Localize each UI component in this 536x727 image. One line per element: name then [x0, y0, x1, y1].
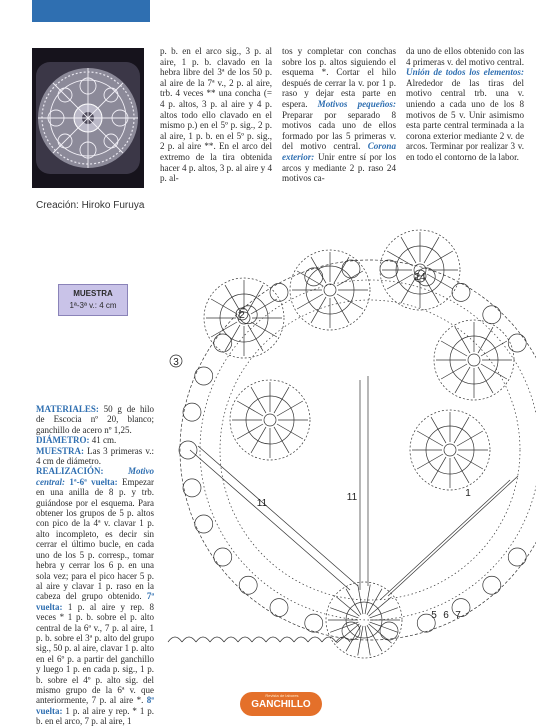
- round-label: 5: [431, 610, 437, 621]
- flower-spoke: [248, 285, 263, 311]
- scallop: [179, 441, 197, 459]
- diametro-text: 41 cm.: [91, 435, 117, 446]
- flower-spoke: [454, 457, 469, 483]
- flower-spoke: [427, 251, 453, 266]
- muestra-text: Las 3 primeras v.: 4 cm de diámetro.: [36, 445, 155, 467]
- bottom-scallop: [182, 637, 196, 642]
- center-flower-spoke: [370, 608, 398, 618]
- muestra-value: 1ª-3ª v.: 4 cm: [69, 301, 117, 310]
- materiales-text: 50 g de hilo de Escocia nº 20, blanco; ganchillo de acero nº 1,25.: [36, 404, 155, 435]
- muestra-title: MUESTRA: [73, 289, 113, 298]
- round-label: 11: [256, 498, 268, 509]
- flower-spoke: [424, 277, 439, 303]
- label-union: Unión de todos los elementos:: [406, 67, 524, 78]
- round-label: 6: [443, 610, 449, 621]
- flower-spoke: [457, 454, 483, 469]
- crochet-chart: [150, 200, 536, 680]
- scallop: [183, 403, 201, 421]
- center-flower-spoke: [330, 608, 358, 618]
- column2-text-a: tos y completar con conchas sobre los p. altos siguiendo el esquema *. Cortar el hilo después de cerrar la v. por 1 p. raso y dejar esta parte en espera.: [282, 46, 396, 109]
- scallop: [195, 515, 213, 533]
- scallop: [452, 283, 470, 301]
- flower-spoke: [251, 322, 277, 337]
- flower-spoke: [225, 285, 240, 311]
- bottom-scallop: [168, 637, 182, 642]
- flower-spoke: [211, 322, 237, 337]
- label-corona-exterior: Corona exterior:: [282, 141, 396, 162]
- bottom-scallop: [210, 637, 224, 642]
- scallop: [270, 599, 288, 617]
- round-label: 24: [414, 272, 426, 283]
- center-flower-spoke: [365, 626, 370, 656]
- flower-spoke: [274, 387, 289, 413]
- center-flower-spoke: [358, 585, 363, 615]
- label-vuelta-7: 7ª vuelta:: [36, 591, 155, 612]
- column3-text-b: Alrededor de las tiras del motivo central trb. una v. uniendo a cada uno de los 8 motivos de 5 v. Unir asimismo esta parte central terminada a la corona exterior mediante 2 v. de arcos. Terminar por realizar 3 v. en todo el contorno de la labor.: [406, 77, 524, 162]
- scallop: [183, 479, 201, 497]
- scallop: [342, 260, 360, 278]
- strip-edge: [380, 480, 510, 600]
- bottom-scallop: [322, 637, 336, 642]
- flower-spoke: [277, 401, 303, 416]
- flower-spoke: [211, 299, 237, 314]
- flower-spoke: [455, 327, 470, 353]
- flower-spoke: [441, 364, 467, 379]
- label-motivo-central: Motivo central:: [36, 466, 154, 487]
- round-label: 1: [465, 488, 471, 499]
- bottom-scallop: [266, 637, 280, 642]
- photo-caption: Creación: Hiroko Furuya: [36, 200, 145, 211]
- scallop: [508, 548, 526, 566]
- flower-spoke: [478, 367, 493, 393]
- label-diametro: DIÁMETRO:: [36, 435, 90, 446]
- center-flower-spoke: [365, 585, 370, 615]
- label-muestra: MUESTRA:: [36, 445, 85, 456]
- center-flower-spoke: [330, 622, 358, 632]
- round-label: 7: [455, 610, 461, 621]
- flower-spoke: [297, 294, 323, 309]
- scallop: [483, 576, 501, 594]
- column2-text-b: Preparar por separado 8 motivos cada uno de ellos formado por las 5 primeras v. del motivo central.: [282, 109, 396, 152]
- flower-spoke: [297, 271, 323, 286]
- round-label: 3: [173, 357, 179, 368]
- strip-edge: [190, 450, 350, 590]
- flower-spoke: [457, 431, 483, 446]
- scallop: [380, 260, 398, 278]
- text-column-3: [406, 46, 524, 163]
- flower-spoke: [417, 454, 443, 469]
- muestra-box: [58, 284, 128, 316]
- flower-spoke: [251, 299, 277, 314]
- materials-text: [36, 404, 154, 727]
- scallop: [305, 614, 323, 632]
- scallop: [195, 367, 213, 385]
- bottom-scallop: [224, 637, 238, 642]
- flower-spoke: [251, 387, 266, 413]
- label-realizacion: REALIZACIÓN:: [36, 466, 104, 477]
- label-vuelta-8: 8ª vuelta:: [36, 695, 154, 716]
- flower-spoke: [431, 417, 446, 443]
- center-flower-spoke: [358, 626, 363, 656]
- flower-spoke: [248, 325, 263, 351]
- column2-text-c: Unir entre sí por los arcos y mediante 2 p. raso 24 motivos ca-: [282, 151, 396, 184]
- strip-edge: [388, 476, 518, 596]
- label-materiales: MATERIALES:: [36, 404, 99, 414]
- flower-spoke: [237, 401, 263, 416]
- label-motivos-pequenos: Motivos pequeños:: [317, 98, 396, 109]
- flower-spoke: [237, 424, 263, 439]
- flower-spoke: [481, 341, 507, 356]
- flower-spoke: [311, 297, 326, 323]
- flower-spoke: [311, 257, 326, 283]
- bottom-scallop: [252, 637, 266, 642]
- scallop: [380, 622, 398, 640]
- scallop: [214, 548, 232, 566]
- top-color-bar: [32, 0, 150, 22]
- scallop: [483, 306, 501, 324]
- strip-edge: [198, 446, 358, 586]
- scallop: [508, 334, 526, 352]
- flower-spoke: [225, 325, 240, 351]
- flower-spoke: [337, 294, 363, 309]
- flower-spoke: [478, 327, 493, 353]
- label-vuelta-1-6: 1ª-6ª vuelta:: [69, 476, 118, 487]
- flower-spoke: [441, 341, 467, 356]
- flower-spoke: [427, 274, 453, 289]
- flower-spoke: [334, 297, 349, 323]
- flower-spoke: [481, 364, 507, 379]
- bottom-scallop: [294, 637, 308, 642]
- text-column-1: p. b. en el arco sig., 3 p. al aire, 1 p. b. clavado en la hebra libre del 3ª de los 50 p. al aire de la 7ª v., 2 p. al aire, trb. 4 veces ** una concha (= 4 p. altos, 3 p. al aire y 4 p. altos todo ello clavado en el mismo p.) en el 5º p. sig., 2 p. al aire, 1 p. b. en el 5º p. sig., 2 p. al aire **. En el arco del extremo de la tira obtenida hacer 4 p. altos, 3 p. al aire y 4 p. al-: [160, 46, 272, 184]
- flower-spoke: [431, 457, 446, 483]
- flower-spoke: [277, 424, 303, 439]
- vuelta-7-text: 1 p. al aire y rep. 8 veces * 1 p. b. sobre el p. alto central de la 6ª v., 7 p. al aire, 1 p. b. sobre el 3ª p. alto del grupo sig., 50 p. al aire, clavar 1 p. alto en el 6º p. a partir del ganchillo y luego 1 p. en cada p. sig., 1 p. b. sobre el 4º p. alto sig. del mismo grupo de la 6ª v. que anteriormente, 7 p. al aire *.: [36, 601, 154, 706]
- flower-spoke: [454, 417, 469, 443]
- magazine-logo: GANCHILLO: [240, 692, 322, 716]
- realizacion-text: Empezar en una anilla de 8 p. y trb. guiándose por el esquema. Para obtener los grupos de 5 p. altos con pico de la 4ª v. clavar 1 p. alto incompleto, es decir sin cerrar el último bucle, en cada uno de los 5 p. corresp., tomar hebra y cerrar los 6 p. en una sola vez; para el pico hacer 5 p. al aire y clavar 1 p. raso en la cabeza del grupo obtenido.: [36, 476, 154, 602]
- flower-spoke: [334, 257, 349, 283]
- flower-spoke: [455, 367, 470, 393]
- flower-center: [264, 414, 276, 426]
- vuelta-8-text: 1 p. al aire y rep. * 1 p. b. en el arco, 7 p. al aire, 1: [36, 705, 154, 727]
- bottom-scallop: [280, 637, 294, 642]
- pillow-photo: [32, 48, 144, 188]
- round-label: 2: [239, 310, 245, 321]
- flower-spoke: [387, 251, 413, 266]
- flower-spoke: [251, 427, 266, 453]
- bottom-scallop: [196, 637, 210, 642]
- flower-spoke: [337, 271, 363, 286]
- flower-spoke: [387, 274, 413, 289]
- bottom-scallop: [308, 637, 322, 642]
- flower-spoke: [424, 237, 439, 263]
- column3-text-a: da uno de ellos obtenido con las 4 primeras v. del motivo central.: [406, 46, 524, 67]
- flower-spoke: [274, 427, 289, 453]
- scallop: [239, 576, 257, 594]
- bottom-scallop: [238, 637, 252, 642]
- scallop: [270, 283, 288, 301]
- flower-center: [324, 284, 336, 296]
- round-label: 11: [346, 492, 358, 503]
- flower-center: [444, 444, 456, 456]
- flower-center: [468, 354, 480, 366]
- flower-spoke: [401, 237, 416, 263]
- text-column-2: [282, 46, 396, 184]
- logo-tagline: Revista de labores: [265, 693, 299, 698]
- flower-spoke: [417, 431, 443, 446]
